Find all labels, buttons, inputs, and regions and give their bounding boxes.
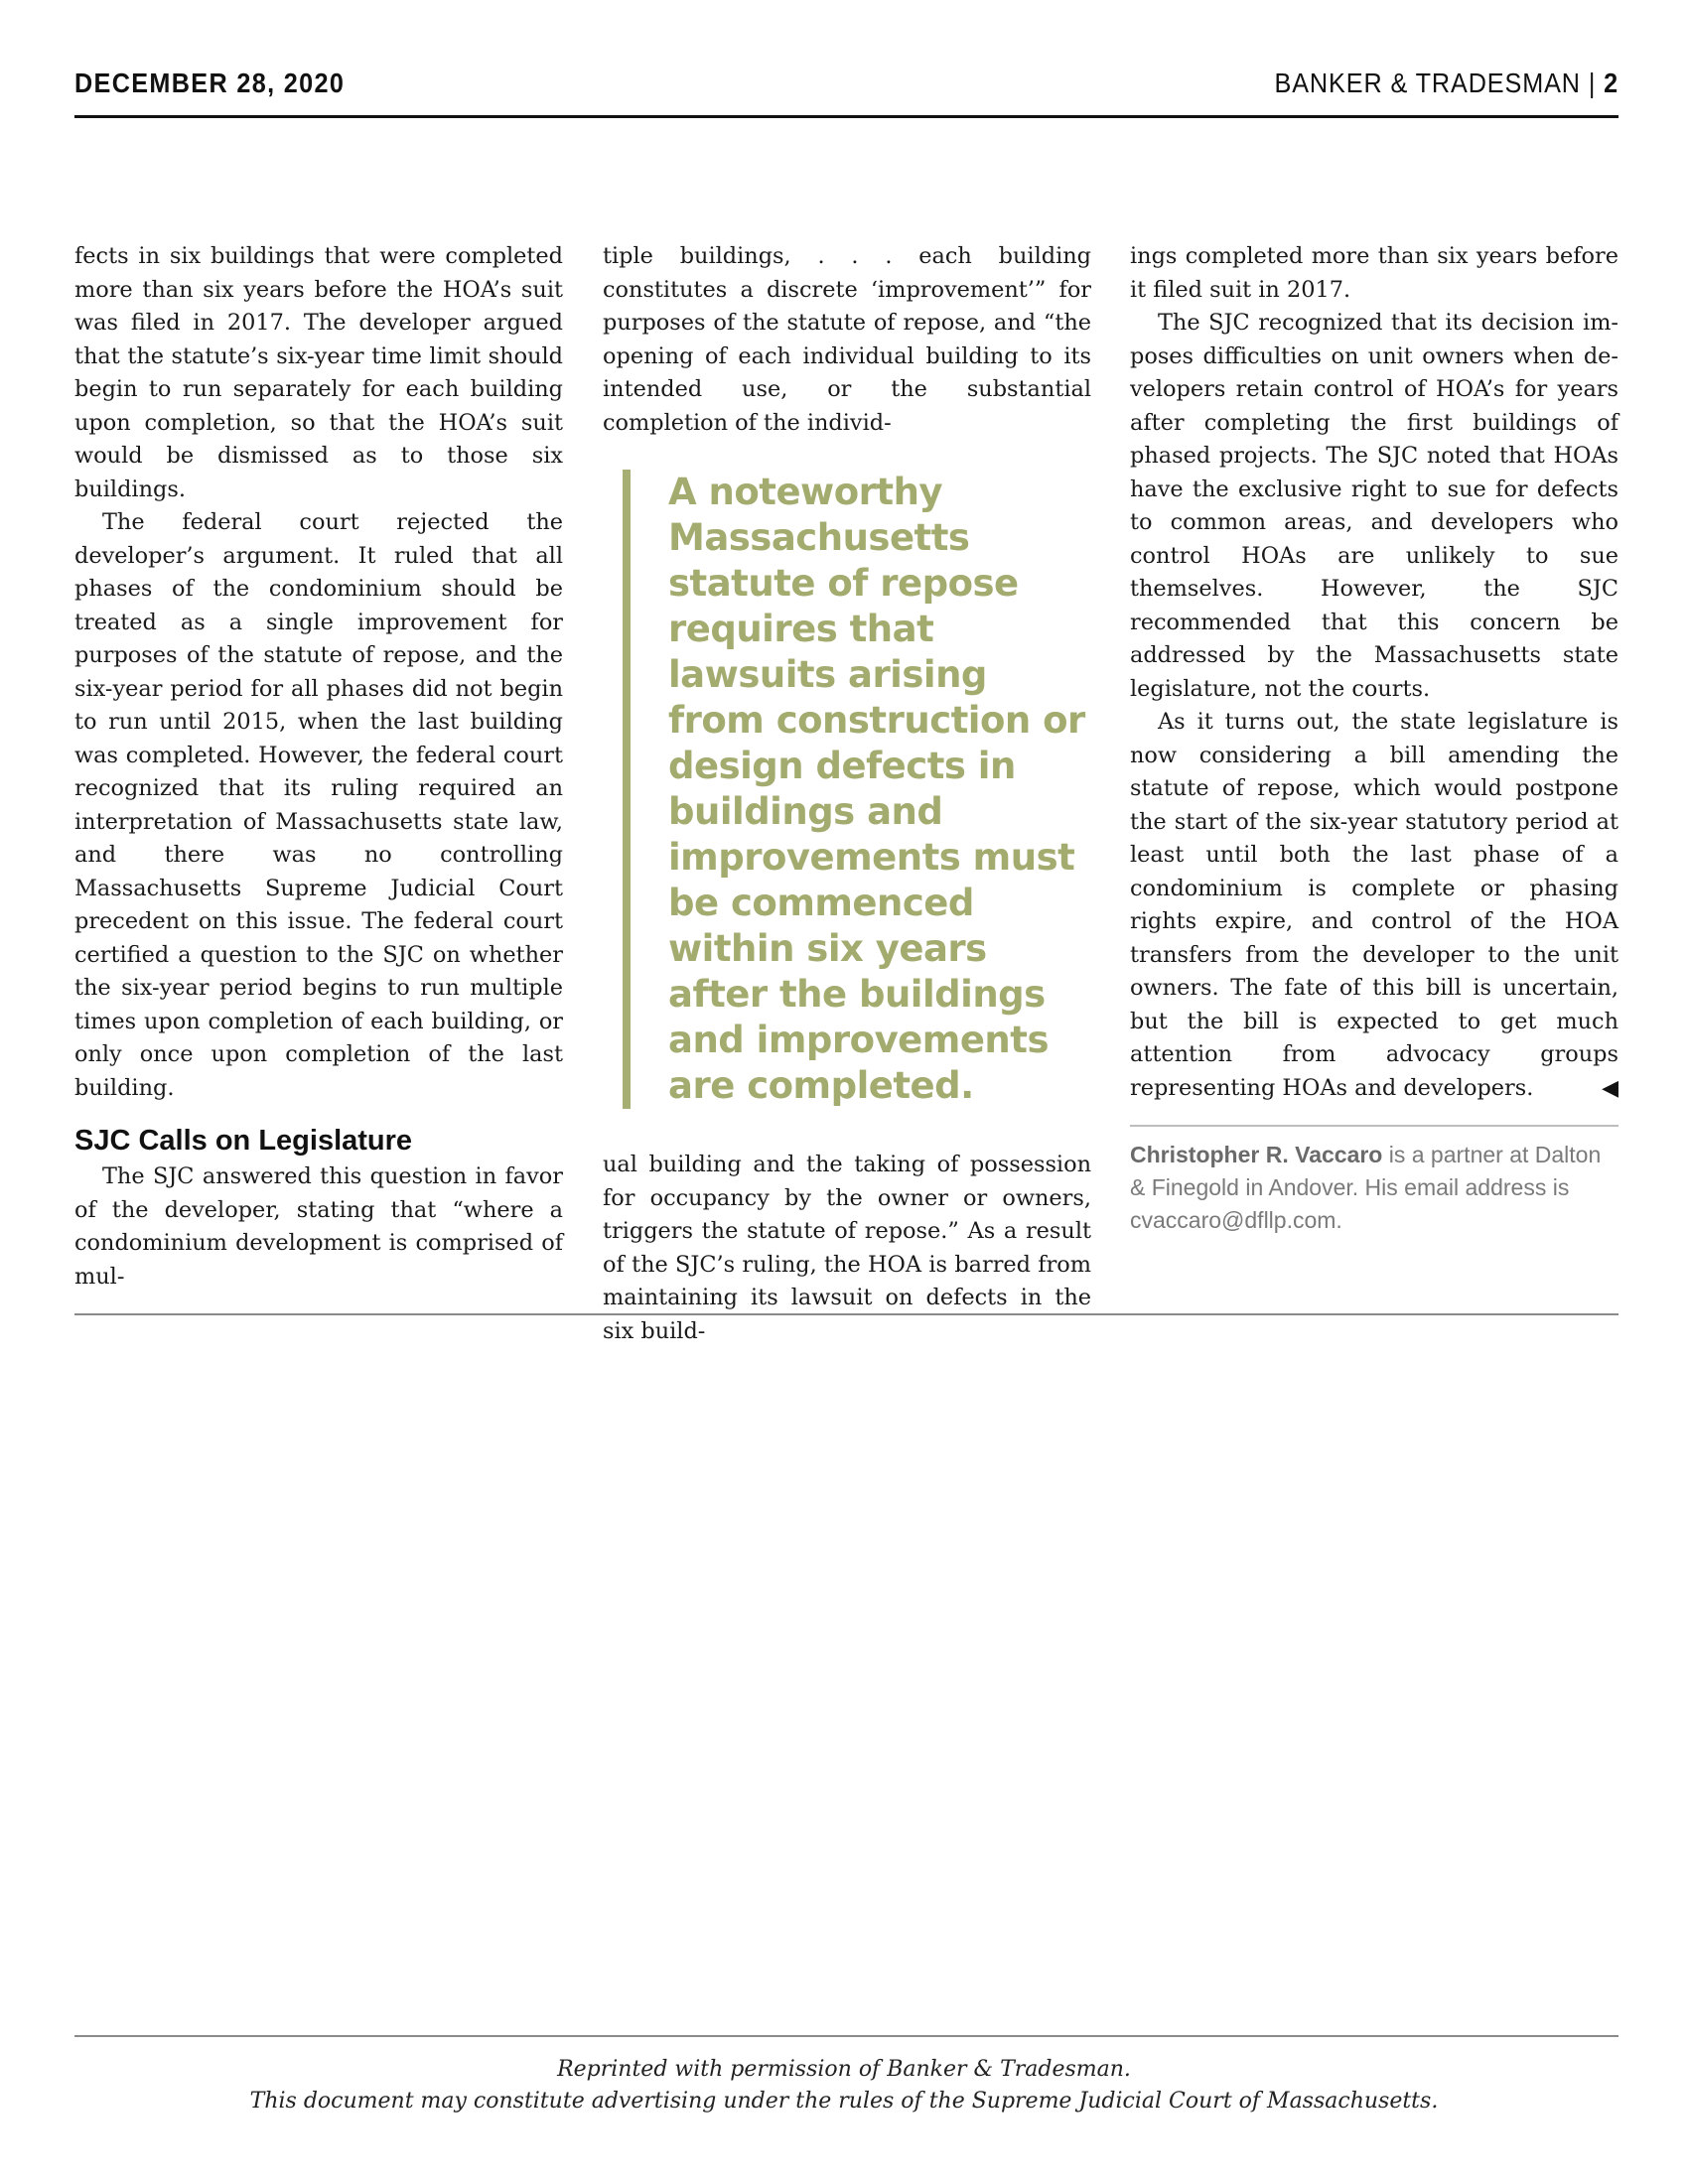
- footer-rule: [74, 2035, 1618, 2037]
- header-separator: |: [1588, 68, 1597, 98]
- page-number: 2: [1604, 68, 1618, 98]
- header-rule: [74, 115, 1618, 118]
- paragraph: ual building and the taking of possession for occupancy by the owner or owners, triggers the statute of repose.” As a result of the SJC’s ruling, the HOA is barred from maintaining its lawsuit on defects in the six build-: [603, 1152, 1091, 1344]
- bio-divider: [1130, 1125, 1618, 1127]
- issue-date: DECEMBER 28, 2020: [74, 68, 346, 98]
- author-bio-text: is a partner at Dalton & Finegold in Andover. His email address is cvaccaro@dfllp.com.: [1130, 1142, 1602, 1233]
- paragraph: ings completed more than six years before it filed suit in 2017.: [1130, 243, 1618, 303]
- reprint-notice: Reprinted with permission of Banker & Tradesman.: [557, 2057, 1131, 2082]
- paragraph: fects in six buildings that were completed more than six years before the HOA’s suit was filed in 2017. The developer argued that the statute’s six-year time limit should begin to run separately for each building upon completion, so that the HOA’s suit would be dismissed as to those six buildings.: [74, 243, 563, 502]
- publication-name: BANKER & TRADESMAN: [1274, 68, 1581, 98]
- paragraph-text: As it turns out, the state legislature is now considering a bill amending the statute of repose, which would postpone the start of the six-year statutory period at least until both the last phase of a condominium is complete or phasing rights expire, and control of the HOA transfers from the developer to the unit owners. The fate of this bill is uncertain, but the bill is expected to get much attention from advocacy groups representing HOAs and developers.: [1130, 709, 1618, 1101]
- pull-quote: A noteworthy Massachusetts statute of repose requires that lawsuits arising from construction or design defects in buildings and improvements must be commenced within six years after the buildings and improvements are completed.: [623, 470, 1091, 1109]
- section-subheading: SJC Calls on Legislature: [74, 1125, 413, 1157]
- paragraph: [1130, 706, 1618, 1105]
- content-end-rule: [74, 1313, 1618, 1315]
- article-column-3: [1130, 240, 1618, 1237]
- article-column-2: [603, 240, 1091, 1348]
- paragraph: The federal court rejected the developer’s argument. It ruled that all phases of the condominium should be treated as a single improvement for purposes of the statute of repose, and the six-year period for all phases did not begin to run until 2015, when the last building was completed. However, the federal court recognized that its ruling required an interpretation of Massachusetts state law, and there was no controlling Massachusetts Supreme Judicial Court precedent on this issue. The federal court certified a question to the SJC on whether the six-year period begins to run multiple times upon completion of each building, or only once upon completion of the last building.: [74, 509, 563, 1101]
- paragraph: The SJC answered this question in favor of the developer, stating that “where a condominium development is comprised of mul-: [74, 1163, 563, 1290]
- paragraph: tiple buildings, . . . each building constitutes a discrete ‘improvement’” for purposes of the statute of repose, and “the opening of each individual building to its intended use, or the substantial completion of the individ-: [603, 243, 1091, 436]
- article-column-1: [74, 240, 563, 1294]
- author-name: Christopher R. Vaccaro: [1130, 1142, 1383, 1167]
- author-bio: [1130, 1139, 1618, 1237]
- paragraph: The SJC recognized that its decision imposes difficulties on unit owners when developers retain control of HOA’s for years after completing the first buildings of phased projects. The SJC noted that HOAs have the exclusive right to sue for defects to common areas, and developers who control HOAs are unlikely to sue themselves. However, the SJC recommended that this concern be addressed by the Massachusetts state legislature, not the courts.: [1130, 310, 1618, 702]
- publication-header: [1274, 68, 1618, 99]
- advertising-disclaimer: This document may constitute advertising under the rules of the Supreme Judicial Court of Massachusetts.: [249, 2089, 1439, 2114]
- left-triangle-end-mark-icon: ◀: [1602, 1075, 1618, 1101]
